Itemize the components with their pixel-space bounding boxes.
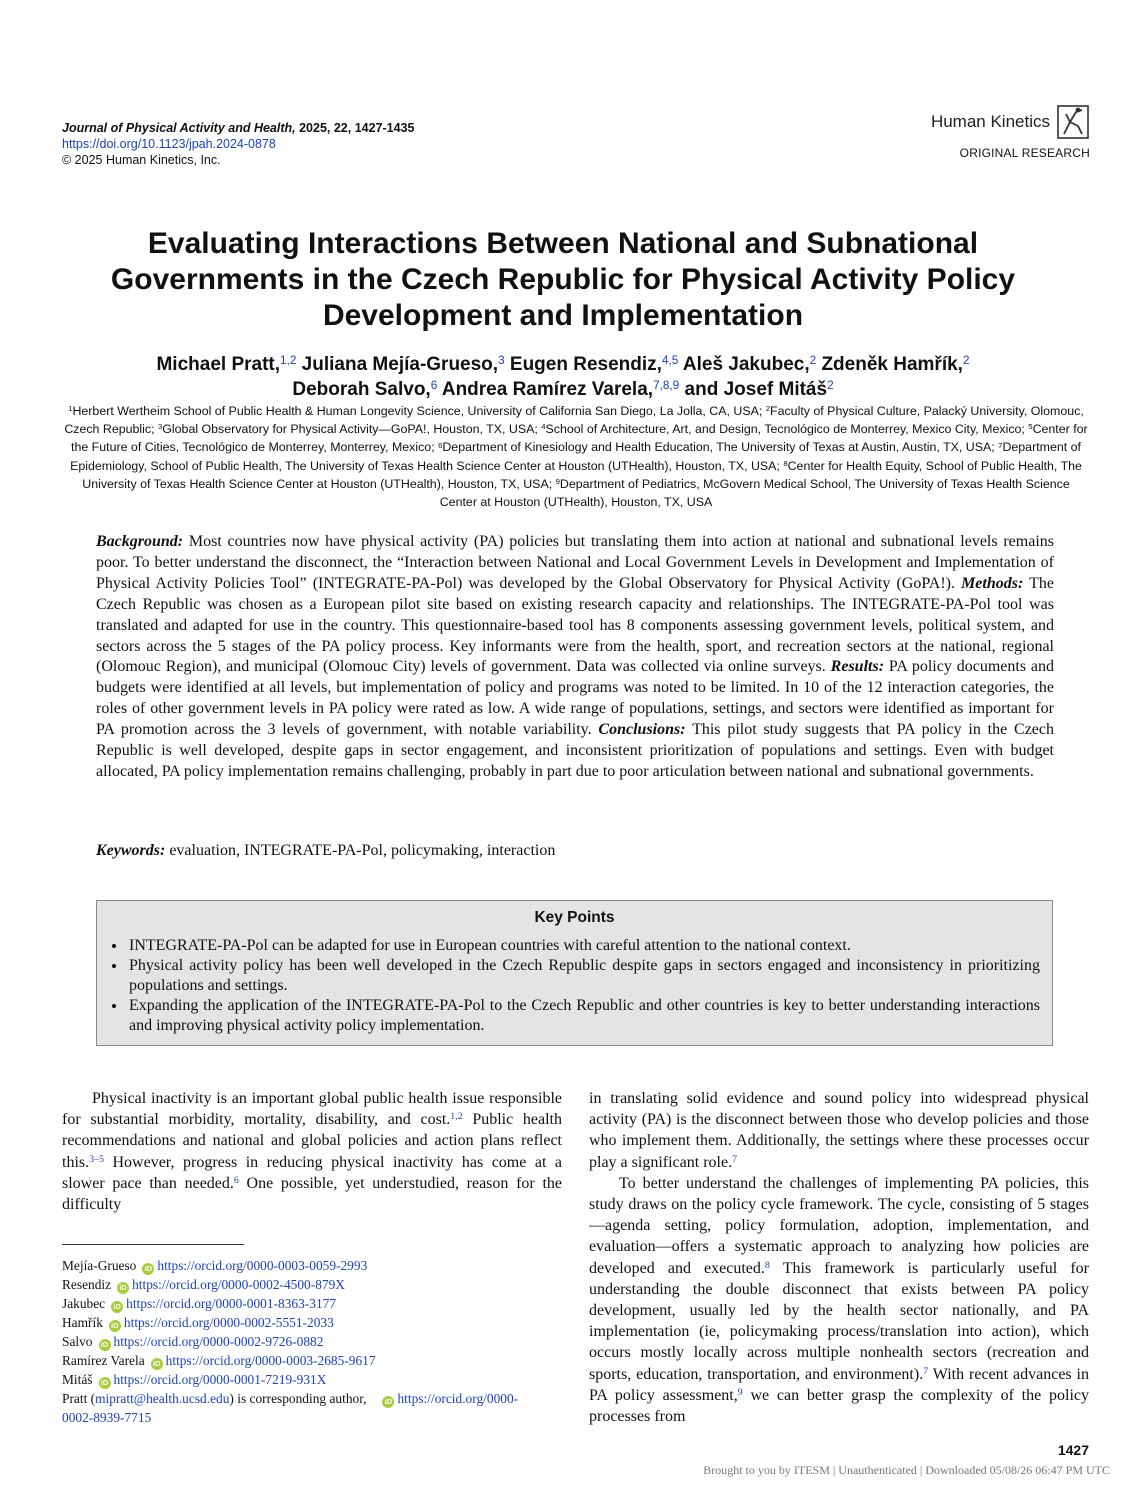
affiliation-number: 3 [157,422,163,432]
keywords-label: Keywords: [96,842,166,859]
affiliation-text: Herbert Wertheim School of Public Health & Human Longevity Science, University of California San Diego, La Jolla, CA, USA; [72,404,766,418]
orcid-footnotes [62,1256,562,1427]
key-point: • INTEGRATE-PA-Pol can be adapted for use in European countries with careful attention to the national context. [127,936,1040,956]
key-points-title: Key Points [534,909,615,926]
author: Eugen Resendiz, [509,354,662,375]
orcid-link[interactable]: https://orcid.org/0000-0002-4500-879X [132,1277,345,1292]
title-line-1: Evaluating Interactions Between National and Subnational [147,227,979,260]
abstract-background-label: Background: [96,533,184,550]
orcid-author-name: Ramírez Varela [62,1353,145,1368]
author: Andrea Ramírez Varela, [441,379,654,400]
publisher-name: Human Kinetics [930,112,1050,131]
title-line-2: Governments in the Czech Republic for Physical Activity Policy [110,263,1016,296]
citation-ref[interactable]: 3–5 [89,1153,104,1165]
orcid-link[interactable]: https://orcid.org/0000-0001-8363-3177 [126,1296,337,1311]
orcid-icon: iD [99,1377,111,1389]
citation-ref[interactable]: 6 [233,1174,239,1186]
author-affiliation-ref[interactable]: 7,8,9 [653,379,680,393]
abstract-results-label: Results: [830,658,885,676]
orcid-author-name: Resendiz [62,1277,112,1292]
author: Zdeněk Hamřík, [821,354,963,375]
doi-link[interactable]: https://doi.org/10.1123/jpah.2024-0878 [62,137,276,151]
abstract-conclusions-label: Conclusions: [598,721,686,739]
affiliation-text: Department of Epidemiology, School of Public Health, The University of Texas Health Science Center at Houston (UTHealth), Houston, TX, USA; [70,440,1081,473]
body-text: Public health recommendations and national and global policies and action plans reflect this. [62,1111,563,1171]
orcid-entry [62,1313,562,1332]
author-affiliation-ref[interactable]: 2 [809,354,817,368]
orcid-icon: iD [142,1263,154,1275]
body-paragraph [589,1088,1089,1173]
journal-name: Journal of Physical Activity and Health, [62,121,296,135]
affiliation-text: Faculty of Physical Culture, Palacký University, Olomouc, Czech Republic; [64,404,1084,437]
author-affiliation-ref[interactable]: 1,2 [280,354,297,368]
author: Deborah Salvo, [292,379,431,400]
orcid-icon: iD [109,1320,121,1332]
orcid-entry [62,1351,562,1370]
orcid-link[interactable]: https://orcid.org/0000- [397,1391,519,1406]
body-text: we can better grasp the complexity of the policy processes from [589,1386,1089,1426]
keywords-text: evaluation, INTEGRATE-PA-Pol, policymaking, interaction [165,842,556,859]
orcid-author-name: Mitáš [62,1372,93,1387]
article-title [70,226,1056,334]
orcid-entry [62,1332,562,1351]
affiliation-number: 6 [438,440,443,450]
orcid-link[interactable]: https://orcid.org/0000-0002-5551-2033 [123,1315,334,1330]
orcid-link[interactable]: https://orcid.org/0000-0002-9726-0882 [113,1334,324,1349]
key-points-box [96,900,1053,1046]
affiliation-number: 5 [1028,422,1033,432]
citation-ref[interactable]: 7 [732,1153,738,1165]
corresponding-author [62,1389,562,1427]
abstract-background: Most countries now have physical activity (PA) policies but translating them into action at national and subnational levels remains poor. To better understand the disconnect, the “Interaction between National and Local Government Levels in Development and Implementation of Physical Activity Policies Tool” (INTEGRATE-PA-Pol) was developed by the Global Observatory for Physical Activity (GoPA!). [96,533,1054,592]
affiliations [62,402,1090,511]
orcid-icon: iD [117,1282,129,1294]
affiliation-text: Department of Kinesiology and Health Education, The University of Texas at Austin, Austin, TX, USA; [442,440,999,455]
body-paragraph [62,1088,562,1215]
body-text: Physical inactivity is an important global public health issue responsible for substantial morbidity, mortality, disability, and cost. [62,1090,562,1129]
journal-year: 2025, 22, 1427-1435 [295,121,415,135]
author-affiliation-ref[interactable]: 2 [962,354,970,368]
orcid-link-continued[interactable]: 0002-8939-7715 [62,1410,152,1425]
body-text: With recent advances in PA policy assessment, [589,1365,1089,1404]
affiliation-text: Global Observatory for Physical Activity—GoPA!, Houston, TX, USA; [162,422,542,437]
corresponding-text: Pratt ( [62,1391,96,1406]
abstract-methods-label: Methods: [961,574,1024,592]
publisher-brand [931,104,1090,160]
body-text: To better understand the challenges of implementing PA policies, this study draws on the policy cycle framework. The cycle, consisting of 5 stages—agenda setting, policy formulation, adoption, implementation, and evaluation—offers a systematic approach to analyzing how policies are developed and executed. [589,1174,1089,1277]
author-affiliation-ref[interactable]: 4,5 [661,354,679,368]
body-text: in translating solid evidence and sound policy into widespread physical activity (PA) is the disconnect between those who develop policies and those who implement them. Additionally, the settings where these processes occur play a significant role. [589,1090,1089,1171]
author-affiliation-ref[interactable]: 3 [498,354,505,368]
author-affiliation-ref[interactable]: 2 [827,379,834,393]
abstract-methods: The Czech Republic was chosen as a European pilot site based on existing research capacity and relationships. The INTEGRATE-PA-Pol tool was translated and adapted for use in the country. This questionnaire-based tool has 8 components assessing government levels, political system, and sectors across the 5 stages of the PA policy process. Key informants were from the health, sport, and recreation sectors at the national, regional (Olomouc Region), and municipal (Olomouc City) levels of government. Data was collected via online surveys. [96,574,1054,676]
author: Aleš Jakubec, [682,354,810,375]
citation-ref[interactable]: 1,2 [450,1111,463,1123]
affiliation-text: Department of Pediatrics, McGovern Medical School, The University of Texas Health Science Center at Houston (UTHealth), Houston, TX, USA [439,476,1070,510]
title-line-3: Development and Implementation [322,299,804,332]
orcid-icon: iD [111,1301,123,1313]
citation-ref[interactable]: 9 [737,1386,743,1398]
orcid-icon: iD [99,1339,111,1351]
orcid-author-name: Hamřík [62,1315,103,1330]
orcid-entry [62,1275,562,1294]
orcid-author-name: Mejía-Grueso [62,1258,137,1273]
abstract-conclusions: This pilot study suggests that PA policy in the Czech Republic is well developed, despite gaps in sector engagement, and inconsistent prioritization of populations and settings. Even with budget allocated, PA policy implementation remains challenging, probably in part due to poor articulation between national and subnational governments. [96,721,1054,780]
orcid-link[interactable]: https://orcid.org/0000-0001-7219-931X [113,1372,327,1387]
orcid-author-name: Salvo [62,1334,93,1349]
corresponding-text: ) is corresponding author, [229,1391,367,1406]
body-left-column [62,1088,562,1215]
affiliation-number: 1 [68,404,73,414]
key-point: • Physical activity policy has been well developed in the Czech Republic despite gaps in sectors engaged and inconsistency in prioritizing populations and settings. [127,956,1040,996]
download-note: Brought to you by ITESM | Unauthenticated | Downloaded 05/08/26 06:47 PM UTC [703,1463,1110,1477]
human-kinetics-logo-icon [1056,104,1090,140]
affiliation-number: 9 [555,476,560,486]
orcid-icon: iD [151,1358,163,1370]
keywords [96,842,555,860]
corresponding-email-link[interactable]: mipratt@health.ucsd.edu [95,1391,230,1406]
affiliation-number: 4 [541,422,546,432]
body-paragraph [589,1173,1089,1427]
key-points-list [109,936,1040,1036]
copyright: © 2025 Human Kinetics, Inc. [62,153,221,167]
citation-ref[interactable]: 8 [764,1259,770,1271]
affiliation-number: 2 [765,404,771,414]
body-text: However, progress in reducing physical inactivity has come at a slower pace than needed. [62,1153,562,1192]
footnote-divider [62,1244,244,1245]
article-type: ORIGINAL RESEARCH [959,146,1090,160]
orcid-author-name: Jakubec [62,1296,106,1311]
affiliation-text: School of Architecture, Art, and Design, Tecnológico de Monterrey, Mexico City, Mexico; [545,422,1029,437]
orcid-icon: iD [382,1396,394,1408]
author-list [70,352,1056,402]
author-affiliation-ref[interactable]: 6 [430,379,438,393]
affiliation-number: 8 [783,458,788,468]
affiliation-number: 7 [998,440,1003,450]
journal-info [62,120,414,168]
orcid-link[interactable]: https://orcid.org/0000-0003-0059-2993 [157,1258,368,1273]
affiliation-text: Center for Health Equity, School of Public Health, The University of Texas Health Science Center at Houston (UTHealth), Houston, TX, USA; [82,458,1082,491]
author: Juliana Mejía-Grueso, [301,354,499,375]
abstract [96,532,1054,783]
body-text: One possible, yet understudied, reason for the difficulty [62,1174,562,1214]
body-text: This framework is particularly useful for understanding the double disconnect that exists between PA policy development, usually led by the health sector nationally, and PA implementation (ie, policymaking process/translation into action), which occurs mostly locally across multiple nonhealth sectors (recreation and sports, education, transportation, and environment). [589,1259,1090,1383]
citation-ref[interactable]: 7 [923,1365,929,1377]
orcid-link[interactable]: https://orcid.org/0000-0003-2685-9617 [165,1353,376,1368]
key-point: • Expanding the application of the INTEGRATE-PA-Pol to the Czech Republic and other countries is key to better understanding interactions and improving physical activity policy implementation. [127,996,1040,1036]
orcid-entry [62,1370,562,1389]
orcid-entry [62,1294,562,1313]
affiliation-text: Center for the Future of Cities, Tecnológico de Monterrey, Monterrey, Mexico; [71,422,1088,455]
orcid-entry [62,1256,562,1275]
author: and Josef Mitáš [684,379,828,400]
author: Michael Pratt, [156,354,281,375]
page-number: 1427 [1057,1442,1089,1458]
abstract-results: PA policy documents and budgets were identified at all levels, but implementation of policy and programs was noted to be limited. In 10 of the 12 interaction categories, the roles of other government levels in PA policy were rated as low. A wide range of populations, settings, and sectors were identified as important for PA promotion across the 3 levels of government, with notable variability. [96,658,1055,739]
body-right-column [589,1088,1089,1427]
